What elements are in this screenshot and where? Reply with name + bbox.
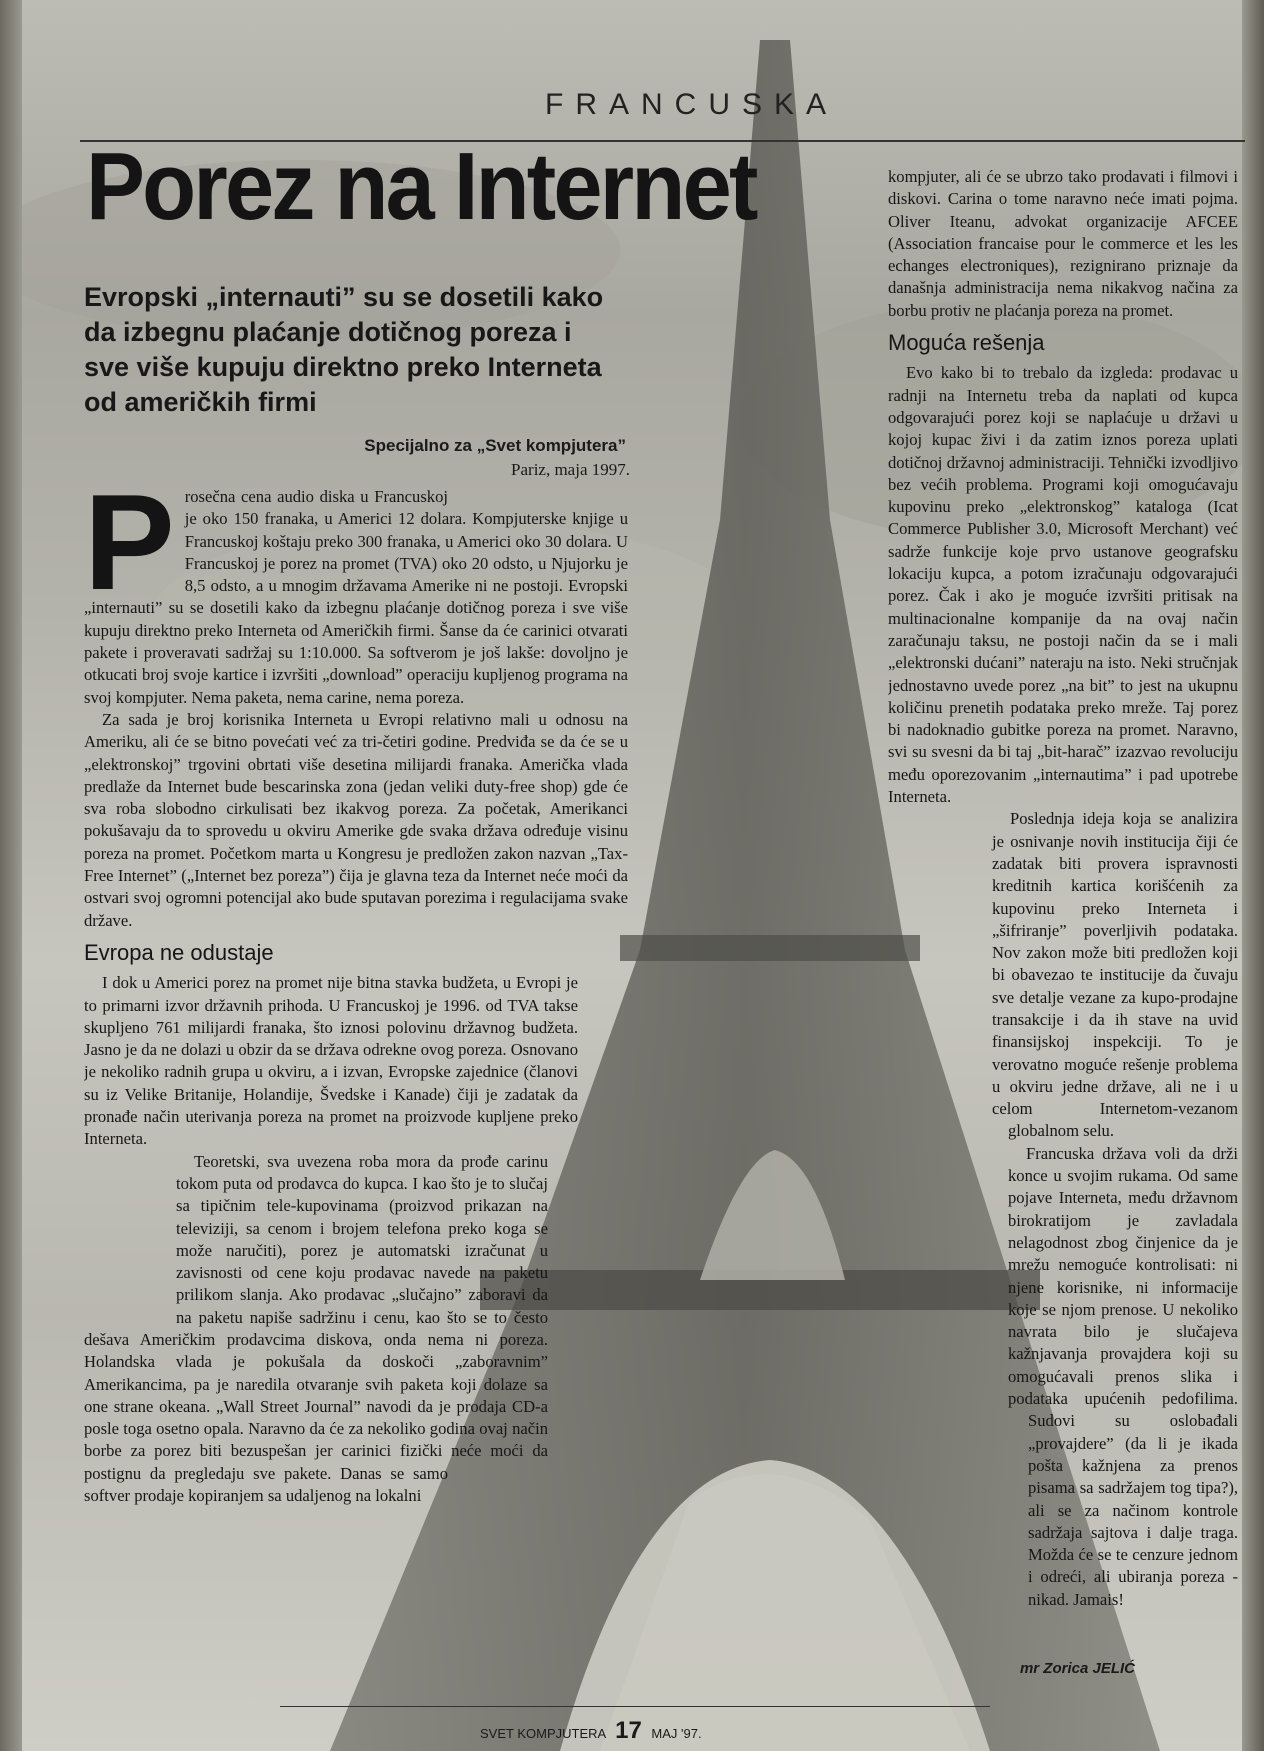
left-page-edge	[0, 0, 22, 1751]
deck-subtitle: Evropski „internauti” su se dosetili kako da izbegnu plaćanje dotičnog poreza i sve više kupuju direktno preko Interneta od američkih firmi	[84, 282, 604, 417]
author-signature: mr Zorica JELIĆ	[1019, 1660, 1135, 1677]
drop-cap: P	[84, 486, 175, 618]
paragraph: Za sada je broj korisnika Interneta u Evropi relativno mali u odnosu na Ameriku, ali će se bitno povećati već za tri-četiri godine. Predviđa se da će se u „elektronskoj” trgovini obrtati više desetina milijardi franaka. Američka vlada predlaže da Internet bude bescarinska zona (jedan veliki duty-free shop) gde će sva roba slobodno cirkulisati bez ikakvog poreza. Za početak, Amerikanci pokušavaju da to sprovedu u okviru Amerike gde svaka država određuje visinu poreza na promet. Početkom marta u Kongresu je predložen zakon nazvan „Tax-Free Internet” („Internet bez poreza”) čija je glavna teza da Internet neće moći da ostvari svoj ogromni potencijal ako bude sputavan porezima i regulacijama svake države.	[84, 709, 628, 930]
right-column	[888, 166, 1238, 1661]
paragraph: rosečna cena audio diska u Francuskoj je oko 150 franaka, u Americi 12 dolara. Kompjuterske knjige u Francuskoj koštaju preko 300 franaka, u Americi oko 30 dolara. U Francuskoj je porez na promet (TVA) oko 20 odsto, u Njujorku je 8,5 odsto, a u mnogim državama Amerike ni ne postoji. Evropski „internauti” su se dosetili kako da izbegnu plaćanje dotičnog poreza i sve više kupuju direktno preko Interneta od Američkih firmi. Šanse da će carinici otvarati pakete i proveravati sadržaj su 1:10.000. Sa softverom je još lakše: dovoljno je otkucati broj svoje kartice i izvršiti „download” operaciju kupljenog programa na svoj kompjuter. Nema paketa, nema carine, nema poreza.	[84, 487, 628, 707]
footer-magazine: SVET KOMPJUTERA	[480, 1726, 606, 1741]
page-number: 17	[615, 1717, 642, 1744]
footer-issue: MAJ '97.	[651, 1726, 702, 1741]
headline: Porez na Internet	[86, 133, 756, 240]
right-page-edge	[1242, 0, 1264, 1751]
paragraph: kompjuter, ali će se ubrzo tako prodavati i filmovi i diskovi. Carina o tome naravno neće imati pojma. Oliver Iteanu, advokat organizacije AFCEE (Association francaise pour le commerce et les les echanges electroniques), rezignirano priznaje da današnja administracija nema nikakvog načina za borbu protiv ne plaćanja poreza na promet.	[888, 167, 1238, 320]
footer-rule	[280, 1706, 990, 1707]
paragraph: I dok u Americi porez na promet nije bitna stavka budžeta, u Evropi je to primarni izvor državnih prihoda. U Francuskoj je 1996. od TVA takse skupljeno 761 milijardi franaka, što iznosi polovinu državnog budžeta. Jasno je da ne dolazi u obzir da se država odrekne ovog poreza. Osnovano je nekoliko radnih grupa u okviru, a i izvan, Evropske zajednice (članovi su iz Velike Britanije, Holandije, Švedske i Kanade) čiji je zadatak da pronađe način uterivanja poreza na promet na proizvode kupljene preko Interneta.	[84, 973, 578, 1149]
paragraph: Poslednja ideja koja se analizira je osnivanje novih institucija čiji će zadatak biti provera ispravnosti kreditnih kartica korišćenih za kupovinu preko Interneta i „šifriranje” poverljivih podataka. Nov zakon može biti predložen koji bi obavezao te institucije da čuvaju sve detalje vezane za kupo-prodajne transakcije i da ih stave na uvid finansijskoj inspekciji. To je verovatno moguće rešenje problema u okviru jedne države, ali ne i u celom Internetom-vezanom globalnom selu.	[992, 809, 1238, 1141]
paragraph: Teoretski, sva uvezena roba mora da prođe carinu tokom puta od prodavca do kupca. I kao što je to slučaj sa tipičnim tele-kupovinama (proizvod prikazan na televiziji, sa cenom i brojem telefona preko koga se može naručiti), porez je automatski izračunat u zavisnosti od cene koju prodavac navede na paketu prilikom slanja. Ako prodavac „slučajno” zaboravi da na paketu napiše sadržinu i cenu, kao što se to često dešava Američkim prodavcima diskova, onda nema ni poreza. Holandska vlada je pokušala da doskoči „zaboravnim” Amerikancima, pa je naredila otvaranje svih paketa koji dolaze sa one strane okeana. „Wall Street Journal” navodi da je prodaja CD-a posle toga osetno opala. Naravno da će za nekoliko godina ovaj način borbe za porez biti bezuspešan jer carinici fizički neće moći da postignu da pregledaju sve pakete. Danas se samo softver prodaje kopiranjem sa udaljenog na lokalni	[84, 1151, 548, 1506]
paragraph: Francuska država voli da drži konce u svojim rukama. Od same pojave Interneta, među državnom birokratijom je zavladala nelagodnost zbog činjenice da je mrežu nemoguće kontrolisati: ni njene korisnike, ni informacije koje se njom prenose. U nekoliko navrata bilo je slučajeva kažnjavanja provajdera koji su omogućavali prenos slika i podataka upućenih pedofilima. Sudovi su oslobađali „provajdere” (da li je ikada pošta kažnjena za prenos pisama sa sadržajem tog tipa?), ali se za načinom kontrole sadržaja sajtova i dalje traga. Možda će se te cenzure jednom i odreći, ali ubiranja poreza - nikad. Jamais!	[1008, 1143, 1238, 1609]
section-label: FRANCUSKA	[545, 88, 839, 121]
left-column	[84, 486, 628, 1708]
subheading-evropa: Evropa ne odustaje	[84, 939, 274, 965]
special-credit: Specijalno za „Svet kompjutera”	[364, 436, 626, 455]
paragraph: Evo kako bi to trebalo da izgleda: prodavac u radnji na Internetu treba da naplati od kupca odgovarajući porez koji se naplaćuje u državi u kojoj kupac živi i da zatim iznos poreza uplati dotičnoj državnoj administraciji. Tehnički izvodljivo bez većih problema. Programi koji omogućavaju kupovinu preko „elektronskog” kataloga (Icat Commerce Publisher 3.0, Microsoft Merchant) već sadrže funkcije koje prvo ustanove geografsku lokaciju kupca, a potom izračunaju odgovarajući porez. Čak i ako je moguće izvršiti pritisak na multinacionalne kompanije da na ovaj način zaračunaju taksu, ne postoji način da se i mali „elektronski dućani” nateraju na isto. Neki stručnjak jednostavno uvede porez „na bit” to jest na ukupnu količinu prenetih podataka preko mreže. Taj porez bi nadoknadio gubitke poreza na promet. Naravno, svi su svesni da bi taj „bit-harač” izazvao revoluciju među oporezovanim „internautima” i pad upotrebe Interneta.	[888, 363, 1238, 807]
subheading-moguca: Moguća rešenja	[888, 330, 1045, 356]
page-footer	[480, 1717, 702, 1745]
dateline: Pariz, maja 1997.	[511, 460, 630, 479]
